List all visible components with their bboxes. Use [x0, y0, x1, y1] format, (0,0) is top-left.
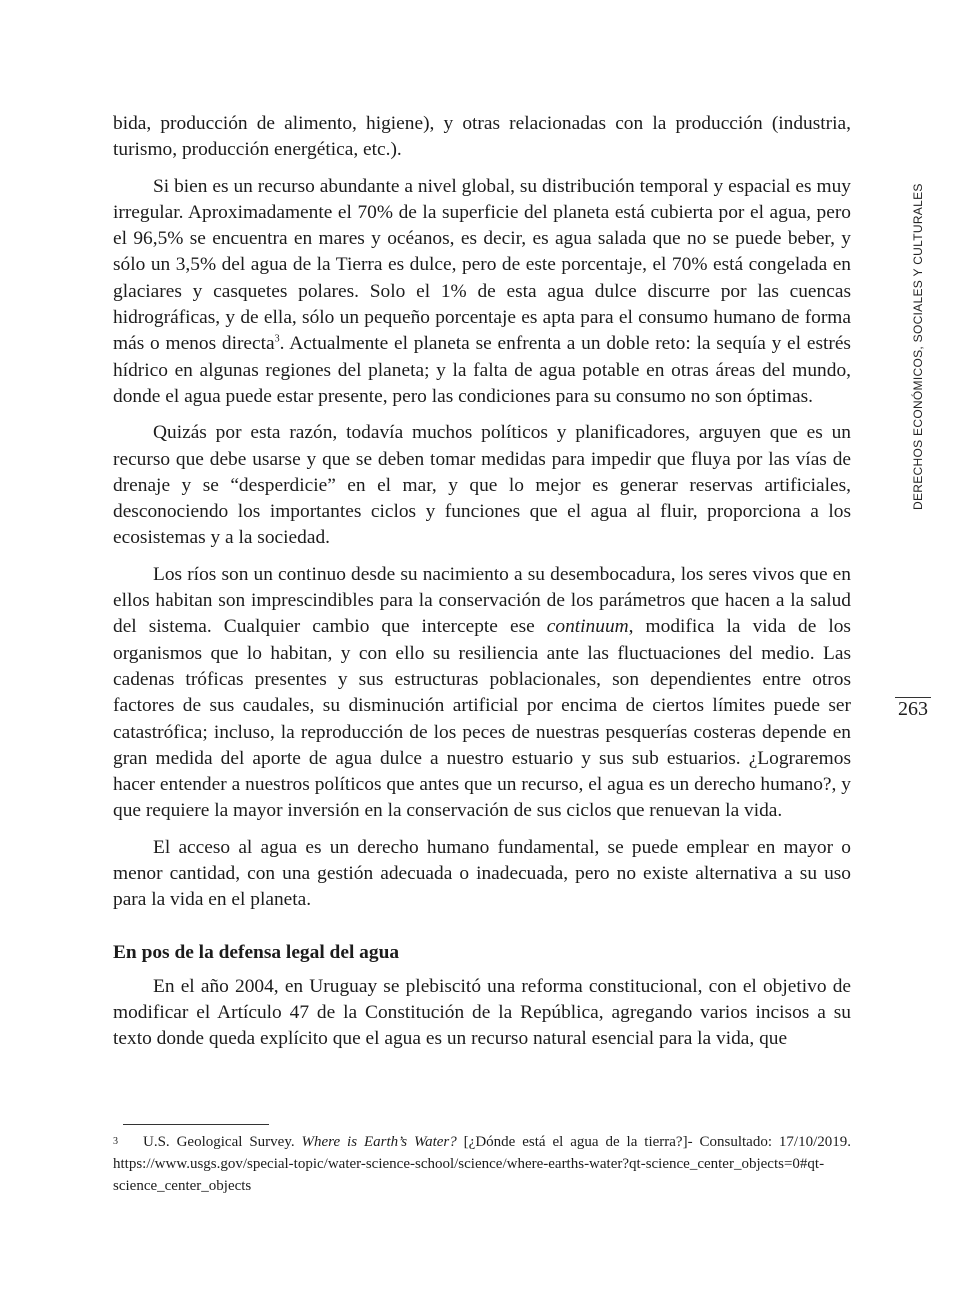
footnote-mark: 3 [113, 1136, 118, 1147]
footnote-source: U.S. Geological Survey. [143, 1134, 302, 1150]
running-side-label: DERECHOS ECONÓMICOS, SOCIALES Y CULTURALES [911, 183, 925, 510]
paragraph-1: bida, producción de alimento, higiene), y otras relacionadas con la producción (industria, turismo, producción energética, etc.). [113, 113, 851, 161]
paragraph-5: El acceso al agua es un derecho humano fundamental, se puede emplear en mayor o menor cantidad, con una gestión adecuada o inadecuada, pero no existe alternativa a su uso para la vida en el planeta. [113, 836, 851, 911]
section-heading: En pos de la defensa legal del agua [113, 941, 400, 963]
paragraph-2-text: Si bien es un recurso abundante a nivel global, su distribución temporal y espacial es muy irregular. Aproximadamente el 70% de la superficie del planeta está cubierta por el agua, pero el 96,5% se encuentra en mares y océanos, es decir, es agua salada que no se puede beber, y sólo un 3,5% del agua de la Tierra es dulce, pero de este porcentaje, el 70% está congelada en glaciares y casquetes polares. Solo el 1% de esta agua dulce discurre por las cuencas hidrográficas, y de ella, sólo un pequeño porcentaje es apta para el consumo humano de forma más o menos directa [113, 175, 851, 355]
paragraph-2 [113, 174, 851, 411]
paragraph-6: En el año 2004, en Uruguay se plebiscitó una reforma constitucional, con el objetivo de modificar el Artículo 47 de la Constitución de la República, agregando varios incisos a su texto donde queda explícito que el agua es un recurso natural esencial para la vida, que [113, 975, 851, 1050]
body-text [113, 111, 851, 1063]
paragraph-2-tail: . Actualmente el planeta se enfrenta a un doble reto: la sequía y el estrés hídrico en algunas regiones del planeta; y la falta de agua potable en otras áreas del mundo, donde el agua puede estar presente, pero las condiciones para su consumo no son óptimas. [113, 333, 851, 407]
paragraph-3: Quizás por esta razón, todavía muchos políticos y planificadores, arguyen que es un recurso que debe usarse y que se deben tomar medidas para impedir que fluya por las vías de drenaje y se “desperdicie” en el mar, y que lo mejor es generar reservas artificiales, desconociendo los importantes ciclos y funciones que el agua al fluir, proporciona a los ecosistemas y a la sociedad. [113, 422, 851, 549]
page-number: 263 [898, 698, 928, 720]
paragraph-4-text: Los ríos son un continuo desde su nacimiento a su desembocadura, los seres vivos que en ellos habitan son imprescindibles para la conservación de los parámetros que hacen a la salud del sistema. Cualquier cambio que intercepte ese [113, 563, 851, 638]
footnote-rest: [¿Dónde está el agua de la tierra?]- Consultado: 17/10/2019. https://www.usgs.gov/special-topic/water-science-school/science/where-earths-water?qt-science_center_objects=0#qt-science_center_objects [113, 1134, 852, 1194]
paragraph-4 [113, 562, 851, 825]
footnote-title: Where is Earth’s Water? [301, 1134, 457, 1150]
footnote-ref-3[interactable]: 3 [274, 333, 280, 345]
paragraph-4-tail: , modifica la vida de los organismos que lo habitan, y con ello su resiliencia ante las fluctuaciones del medio. Las cadenas tróficas presentes y sus estructuras poblacionales, son dependientes entre otros factores de sus caudales, su disminución artificial por encima de ciertos límites puede ser catastrófica; incluso, la reproducción de los peces de nuestras pesquerías costeras depende en gran medida del aporte de agua dulce a nuestro estuario y sus sub estuarios. ¿Lograremos hacer entender a nuestros políticos que antes que un recurso, el agua es un derecho humano?, y que requiere la mayor inversión en la conservación de sus ciclos que renuevan la vida. [113, 616, 851, 822]
footnote [113, 1131, 851, 1197]
paragraph-4-italic: continuum [546, 616, 629, 638]
footnote-divider [123, 1124, 269, 1125]
